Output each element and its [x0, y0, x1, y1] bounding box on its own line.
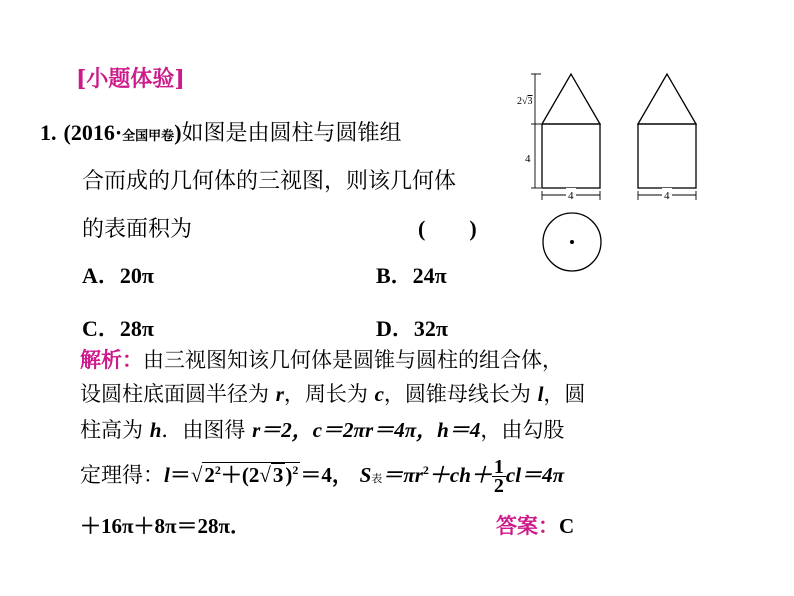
answer-label: 答案：	[496, 513, 559, 538]
solution-text-2a: 设圆柱底面圆半径为	[80, 382, 269, 406]
fraction-denominator: 2	[493, 475, 504, 497]
solution-line-4	[80, 458, 564, 495]
question-line-1	[40, 116, 402, 147]
question-number: 1.	[40, 120, 57, 145]
section-heading: [小题体验]	[76, 66, 185, 92]
width-dimensions	[542, 191, 696, 200]
side-cone	[638, 74, 696, 124]
three-view-figure	[510, 64, 710, 284]
answer-blank: ( )	[418, 216, 477, 241]
solution-label: 解析：	[80, 347, 143, 372]
option-c[interactable]: C．28π	[82, 316, 154, 341]
question-text-3: 的表面积为	[82, 217, 193, 242]
front-view	[542, 74, 600, 188]
top-view-center-dot	[570, 240, 574, 244]
solution-text-1: 由三视图知该几何体是圆锥与圆柱的组合体，	[143, 348, 563, 372]
solution-text-2d: ，圆锥母线长为	[383, 382, 531, 406]
sqrt-expression: $2^2+(2√3)^2$	[204, 463, 299, 487]
var-c: c	[374, 382, 384, 406]
cl-term: cl＝4π	[505, 463, 565, 487]
question-source-dot: ·	[114, 120, 123, 145]
inner-sqrt-value: 3	[272, 463, 284, 487]
surface-eq: ＝πr	[382, 463, 423, 487]
solution-line-3	[80, 414, 564, 444]
fraction-numerator: 1	[493, 456, 504, 478]
dim-cylinder-height-label: 4	[525, 153, 531, 165]
var-l-2: l	[164, 463, 170, 487]
solution-line-2	[80, 378, 585, 408]
option-a[interactable]: A．20π	[82, 263, 154, 288]
sqrt-plus: ＋(2	[220, 463, 260, 487]
inner-sqrt-symbol: √	[259, 463, 271, 487]
solution-equation-1: r＝2，c＝2πr＝4π，h＝4	[252, 418, 481, 442]
dim-side-width-label: 4	[664, 190, 670, 202]
var-r: r	[275, 382, 284, 406]
var-h: h	[149, 418, 162, 442]
subscript-surface: 表	[371, 472, 383, 485]
question-source-close: )	[174, 120, 182, 145]
answer	[496, 510, 574, 540]
sqrt-exponent: 2	[292, 463, 299, 477]
sqrt-result: ＝4，	[300, 463, 353, 487]
front-cylinder	[542, 124, 600, 188]
r-exponent: 2	[422, 463, 429, 477]
fraction-half	[492, 458, 506, 495]
dim-cone-height-label: 2√3	[517, 96, 533, 107]
solution-line-1	[80, 344, 563, 374]
question-text-1: 如图是由圆柱与圆锥组	[181, 121, 402, 146]
solution-text-3c: ，由勾股	[480, 418, 565, 442]
question-text-2: 合而成的几何体的三视图，则该几何体	[82, 169, 457, 194]
ch-term: ＋ch＋	[428, 463, 492, 487]
solution-line-5: ＋16π＋8π＝28π．	[80, 514, 252, 538]
equals-sign: ＝	[169, 463, 191, 487]
question-source-open: (2016	[63, 120, 115, 145]
solution-text-4a: 定理得：	[80, 463, 164, 487]
option-b[interactable]: B．24π	[376, 263, 447, 288]
solution-text-2e: ，圆	[543, 382, 586, 406]
var-S: S	[359, 463, 372, 487]
sqrt-symbol: √	[190, 463, 203, 487]
sqrt-base: 2	[204, 463, 215, 487]
side-view	[638, 74, 696, 188]
solution-text-2b: ，周长为	[283, 382, 368, 406]
sqrt-close: )	[285, 463, 293, 487]
var-l: l	[537, 382, 544, 406]
side-cylinder	[638, 124, 696, 188]
option-d[interactable]: D．32π	[376, 316, 448, 341]
answer-value: C	[559, 514, 575, 538]
question-source-name: 全国甲卷	[122, 129, 175, 144]
height-dimensions	[531, 74, 541, 188]
solution-text-3a: 柱高为	[80, 418, 143, 442]
front-cone	[542, 74, 600, 124]
dim-front-width-label: 4	[568, 190, 574, 202]
solution-text-3b: ．由图得	[161, 418, 246, 442]
